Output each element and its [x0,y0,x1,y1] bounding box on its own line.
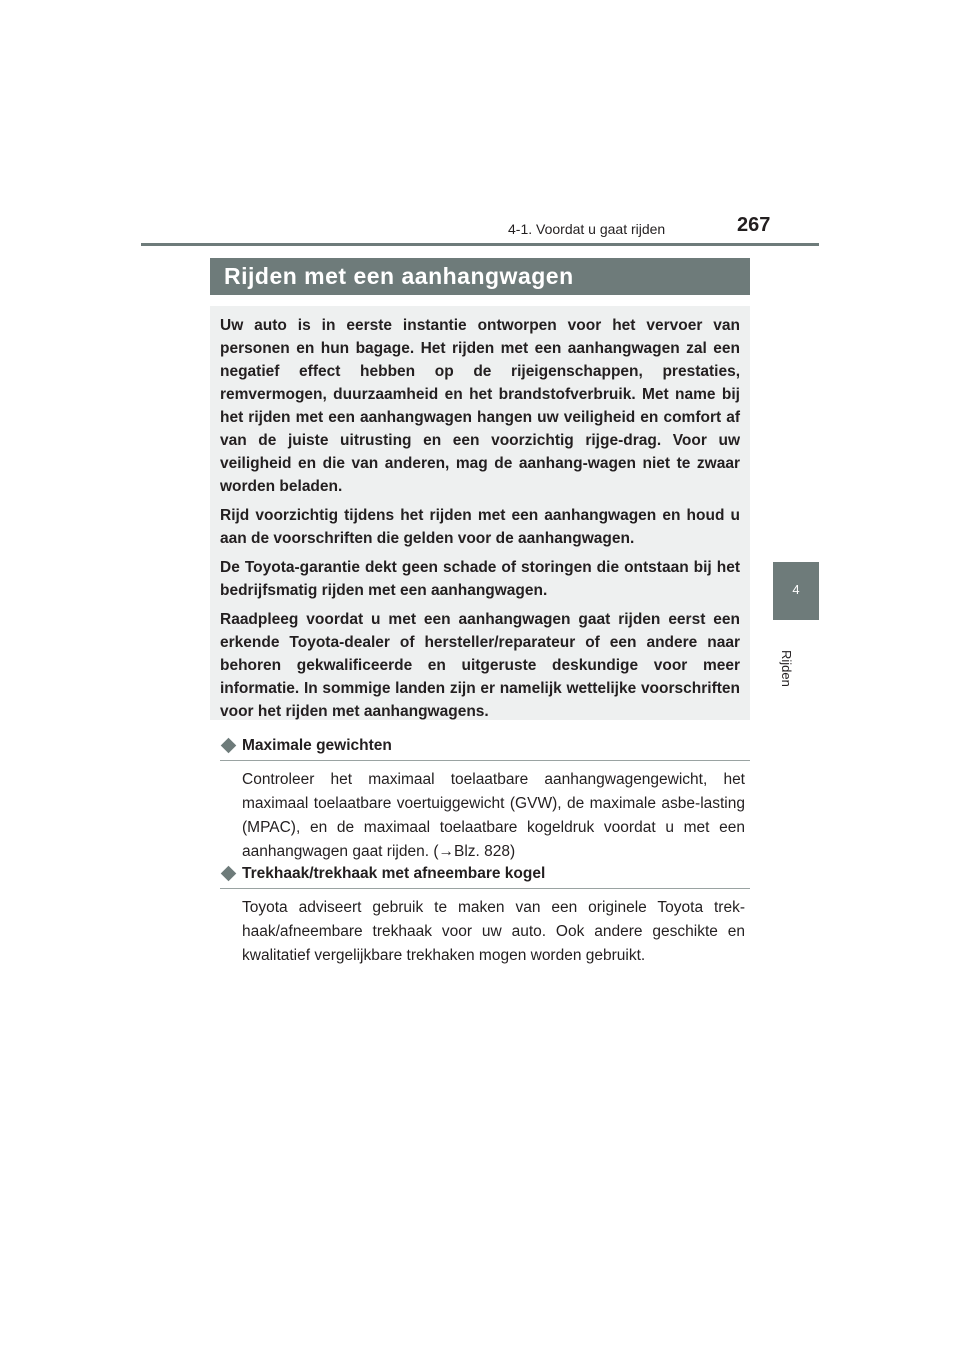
section-body-text: Controleer het maximaal toelaatbare aanhangwagengewicht, het maximaal toelaatbare voertuiggewicht (GVW), de maximale asbe-lasting (MPAC), en de maximaal toelaatbare kogeldruk voordat u met een aanhangwagen gaat rijden. (→Blz. 828) [242,771,745,860]
section-body-weights [242,768,745,864]
chapter-tab: 4 [773,562,819,620]
section-heading-towbar [220,863,750,885]
header-divider [141,243,819,246]
intro-paragraph: Raadpleeg voordat u met een aanhangwagen gaat rijden eerst een erkende Toyota-dealer of hersteller/reparateur of een andere naar behoren gekwalificeerde en uitgeruste deskundige voor meer informatie. In sommige landen zijn er namelijk wettelijke voorschriften voor het rijden met aanhangwagens. [220,611,740,720]
section-heading-text: Maximale gewichten [242,737,392,754]
section-divider [220,888,750,889]
section-heading-weights [220,735,750,757]
chapter-label: Rijden [779,650,794,687]
section-divider [220,760,750,761]
header-section-title: 4-1. Voordat u gaat rijden [508,221,666,237]
intro-paragraph: Uw auto is in eerste instantie ontworpen voor het vervoer van personen en hun bagage. Het rijden met een aanhangwagen zal een negatief effect hebben op de rijeigenschappen, prestaties, remvermogen, duurzaamheid en het brandstofverbruik. Met name bij het rijden met een aanhangwagen hangen uw veiligheid en comfort af van de juiste uitrusting en een voorzichtig rijge-drag. Voor uw veiligheid en die van anderen, mag de aanhang-wagen niet te zwaar worden beladen. [220,317,740,495]
section-body-text: Toyota adviseert gebruik te maken van een originele Toyota trek-haak/afneembare trekhaak voor uw auto. Ook andere geschikte en kwalitatief vergelijkbare trekhaken mogen worden gebruikt. [242,899,745,964]
intro-paragraph: De Toyota-garantie dekt geen schade of storingen die ontstaan bij het bedrijfsmatig rijden met een aanhangwagen. [220,559,740,599]
page-number: 267 [737,214,771,236]
diamond-bullet-icon [221,738,237,754]
diamond-bullet-icon [221,866,237,882]
intro-box [210,306,750,720]
intro-paragraph: Rijd voorzichtig tijdens het rijden met een aanhangwagen en houd u aan de voorschriften die gelden voor de aanhangwagen. [220,507,740,547]
section-body-towbar [242,896,745,968]
page-title: Rijden met een aanhangwagen [210,258,750,295]
section-heading-text: Trekhaak/trekhaak met afneembare kogel [242,865,546,882]
